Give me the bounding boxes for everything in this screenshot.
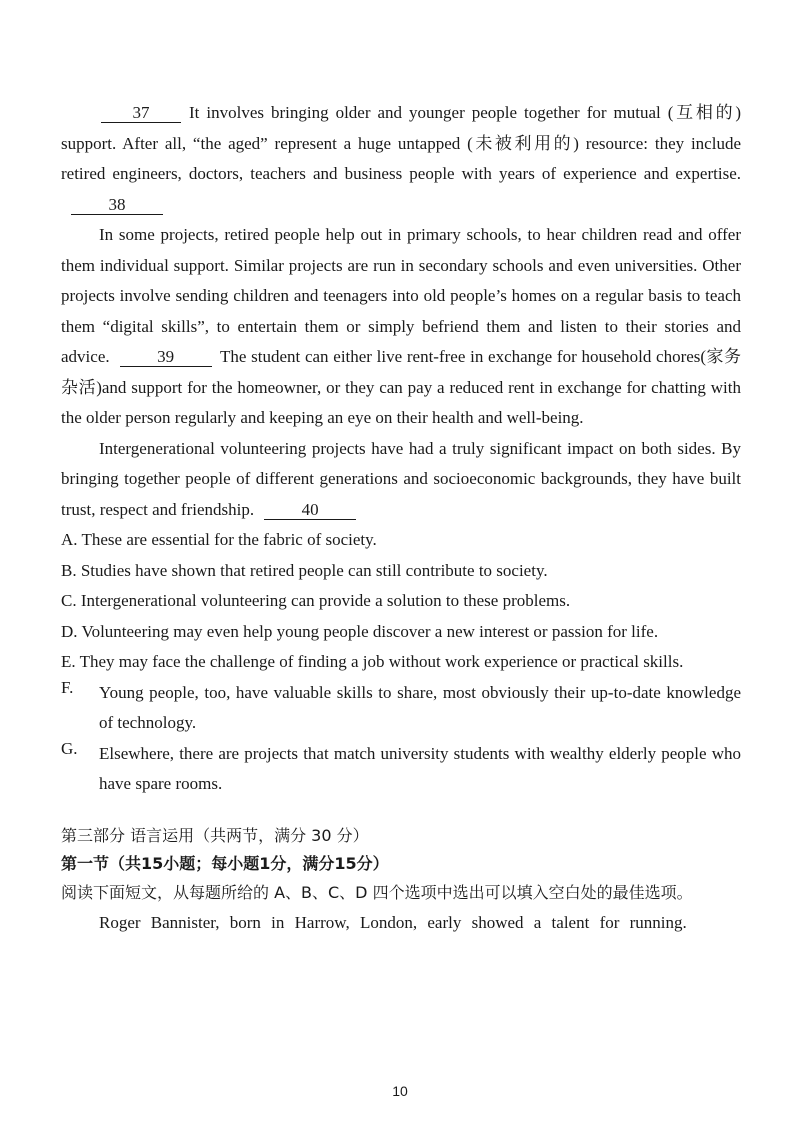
option-letter: C.	[61, 591, 77, 610]
option-letter: D.	[61, 621, 78, 641]
part-3-title: 第三部分 语言运用（共两节，满分 30 分）	[61, 825, 369, 845]
passage-start: Roger Bannister, born in Harrow, London, early showed a talent for running.	[99, 912, 687, 932]
paragraph-3	[61, 434, 741, 526]
page-number: 10	[392, 1083, 408, 1099]
option-text: Young people, too, have valuable skills to share, most obviously their up-to-date knowledge of technology.	[99, 682, 741, 732]
option-text: Elsewhere, there are projects that match university students with wealthy elderly people who have spare rooms.	[99, 743, 741, 793]
blank-38: 38	[71, 196, 163, 215]
option-letter: G.	[61, 738, 78, 758]
option-text: Studies have shown that retired people can still contribute to society.	[80, 560, 548, 580]
page-content	[61, 98, 741, 938]
option-text: Volunteering may even help young people discover a new interest or passion for life.	[81, 621, 659, 641]
option-letter: E.	[61, 652, 76, 671]
options-list	[61, 525, 741, 800]
option-g	[61, 739, 741, 800]
paragraph-2	[61, 220, 741, 434]
option-text: Intergenerational volunteering can provide a solution to these problems.	[80, 591, 571, 610]
paragraph-2-text-b: The student can either live rent-free in exchange for household chores(家务杂活)and support for the homeowner, or they can pay a reduced rent in exchange for chatting with the older person regularly and keeping an eye on their health and well-being.	[61, 347, 741, 427]
paragraph-3-text: Intergenerational volunteering projects have had a truly significant impact on both sides. By bringing together people of different generations and socioeconomic backgrounds, they have built trust, respect and friendship.	[61, 438, 741, 519]
option-e	[61, 647, 741, 678]
instructions: 阅读下面短文，从每题所给的 A、B、C、D 四个选项中选出可以填入空白处的最佳选项。	[61, 882, 693, 902]
option-b	[61, 556, 741, 587]
paragraph-2-text-a: In some projects, retired people help out in primary schools, to hear children read and offer them individual support. Similar projects are run in secondary schools and even universities. Other projects involve sending children and teenagers into old people’s homes on a regular basis to teach them “digital skills”, to entertain them or simply befriend them and listen to their stories and advice.	[61, 225, 741, 366]
option-text: These are essential for the fabric of society.	[81, 530, 377, 549]
option-letter: F.	[61, 677, 74, 697]
option-f	[61, 678, 741, 739]
blank-39: 39	[120, 348, 212, 367]
option-d	[61, 617, 741, 648]
paragraph-1	[61, 98, 741, 220]
option-c	[61, 586, 741, 617]
section-1-title: 第一节（共15小题；每小题1分，满分15分）	[61, 853, 389, 873]
option-letter: A.	[61, 530, 78, 549]
blank-40: 40	[264, 501, 356, 520]
option-a	[61, 525, 741, 556]
option-letter: B.	[61, 560, 77, 580]
option-text: They may face the challenge of finding a job without work experience or practical skills.	[79, 652, 684, 671]
blank-37: 37	[101, 104, 181, 123]
paragraph-1-text: It involves bringing older and younger people together for mutual (互相的) support. After all, “the aged” represent a huge untapped (未被利用的) resource: they include retired engineers, doctors, teachers and business people with years of experience and expertise.	[61, 103, 741, 183]
